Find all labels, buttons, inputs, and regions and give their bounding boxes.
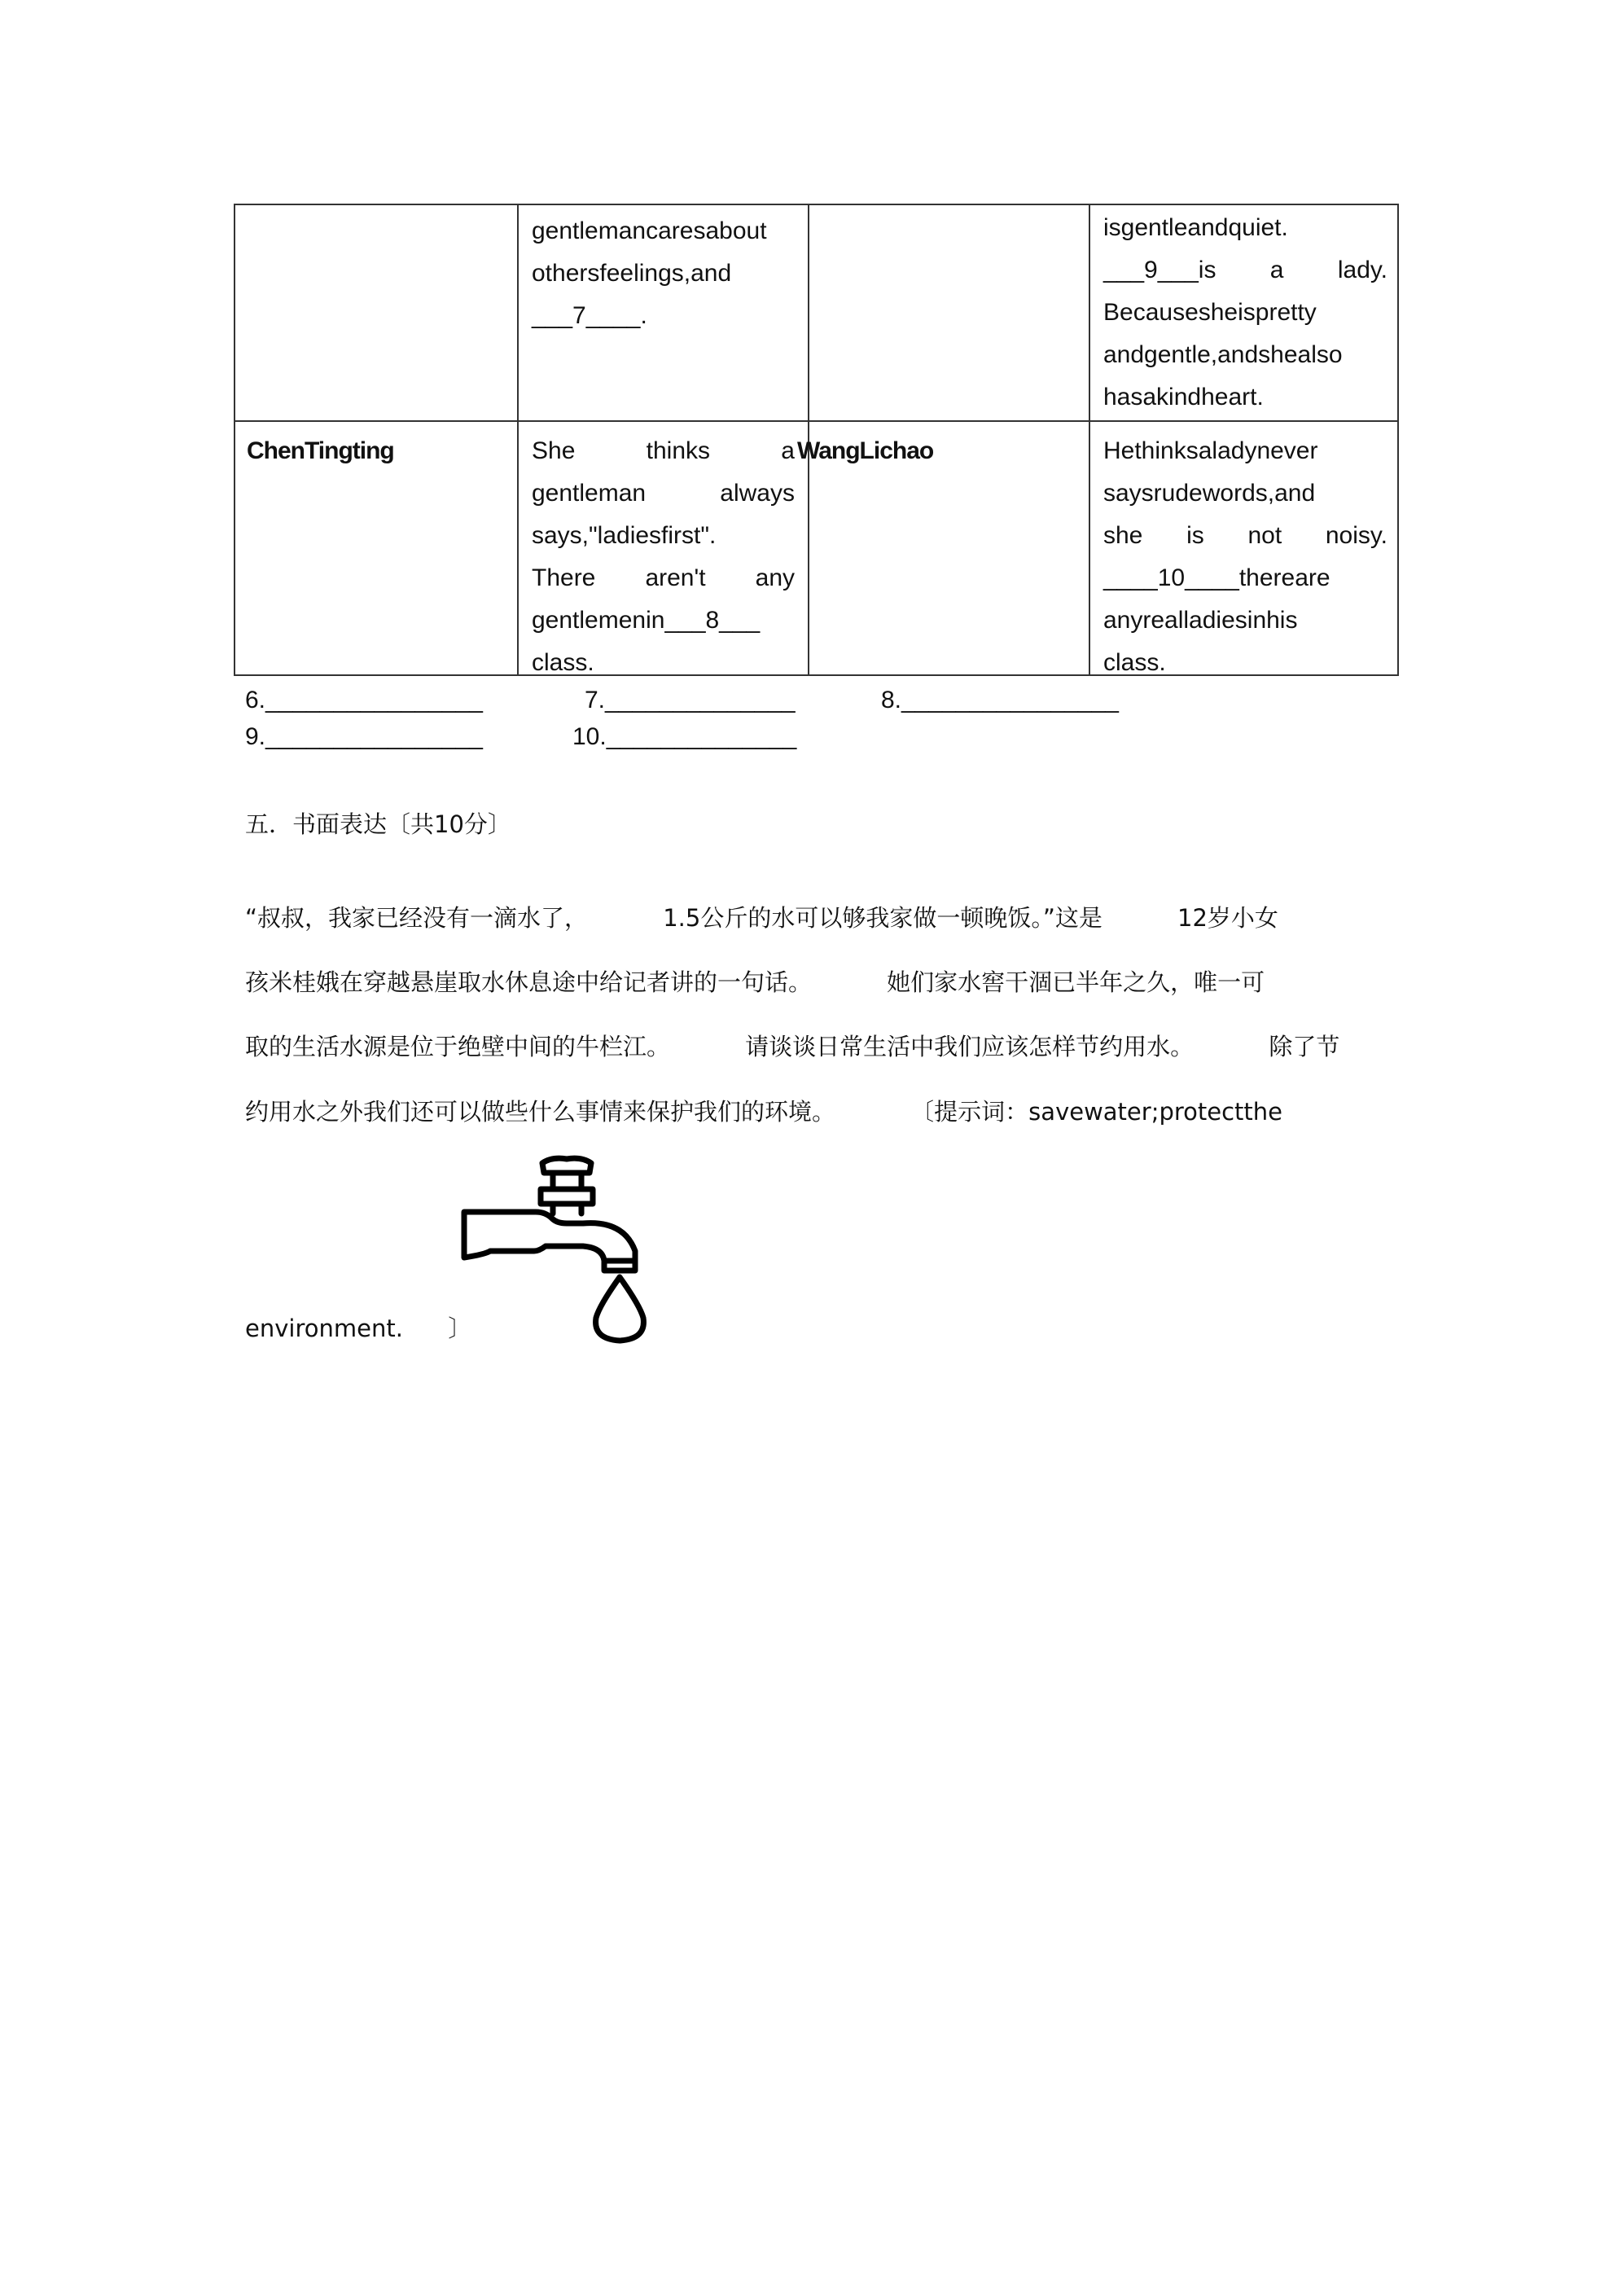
answer-blank-7[interactable]: 7.______________ — [585, 687, 796, 713]
cell-line: ____10____thereare — [1103, 564, 1330, 591]
section-heading: 五．书面表达〔共10分〕 — [245, 810, 511, 838]
cell-line: ___9___is a lady. — [1103, 257, 1387, 283]
answer-blank-8[interactable]: 8.________________ — [881, 687, 1119, 713]
cell-line: andgentle,andshealso — [1103, 341, 1343, 368]
cell-line: She thinks a — [532, 437, 795, 464]
answer-blank-10[interactable]: 10.______________ — [572, 723, 797, 750]
prompt-line-2: 孩米桂娥在穿越悬崖取水休息途中给记者讲的一句话。 她们家水窖干涸已半年之久，唯一可 — [245, 968, 1265, 996]
cell-line: isgentleandquiet. — [1103, 214, 1288, 241]
table-cell-r2c4 — [1090, 422, 1399, 676]
cell-line: says,"ladiesfirst". — [532, 522, 717, 549]
water-faucet-icon — [461, 1155, 660, 1344]
student-name: WangLichao — [797, 437, 934, 464]
cell-line: ___7____. — [532, 302, 647, 329]
cell-line: There aren't any — [532, 564, 795, 591]
table-cell-r2c2 — [519, 422, 808, 676]
cell-line: othersfeelings,and — [532, 260, 732, 287]
table-cell-r1c1 — [235, 205, 517, 420]
cell-line: class. — [1103, 649, 1166, 676]
prompt-line-1: “叔叔，我家已经没有一滴水了， 1.5公斤的水可以够我家做一顿晚饭。”这是 12岁小女 — [245, 904, 1278, 932]
cell-line: gentlemancaresabout — [532, 217, 767, 244]
answer-blank-9[interactable]: 9.________________ — [245, 723, 483, 750]
student-name: ChenTingting — [247, 437, 394, 464]
answer-blank-6[interactable]: 6.________________ — [245, 687, 483, 713]
cell-line: gentleman always — [532, 480, 795, 507]
prompt-line-3: 取的生活水源是位于绝壁中间的牛栏江。 请谈谈日常生活中我们应该怎样节约用水。 除了节 — [245, 1033, 1340, 1060]
table-cell-r1c4 — [1090, 205, 1399, 420]
answer-table — [234, 204, 1399, 676]
cell-line: saysrudewords,and — [1103, 480, 1316, 507]
cell-line: hasakindheart. — [1103, 384, 1264, 410]
table-cell-r1c3 — [809, 205, 1089, 420]
table-cell-r1c2 — [519, 205, 808, 420]
cell-line: gentlemenin___8___ — [532, 607, 761, 634]
table-cell-r2c1 — [235, 422, 517, 676]
cell-line: she is not noisy. — [1103, 522, 1387, 549]
cell-line: Hethinksaladynever — [1103, 437, 1318, 464]
table-cell-r2c3 — [797, 422, 1089, 676]
cell-line: class. — [532, 649, 594, 676]
prompt-line-4: 约用水之外我们还可以做些什么事情来保护我们的环境。 〔提示词：savewater;protectthe — [245, 1098, 1283, 1126]
cell-line: Becausesheispretty — [1103, 299, 1317, 326]
prompt-line-5: environment. 〕 — [245, 1315, 472, 1342]
cell-line: anyrealladiesinhis — [1103, 607, 1298, 634]
